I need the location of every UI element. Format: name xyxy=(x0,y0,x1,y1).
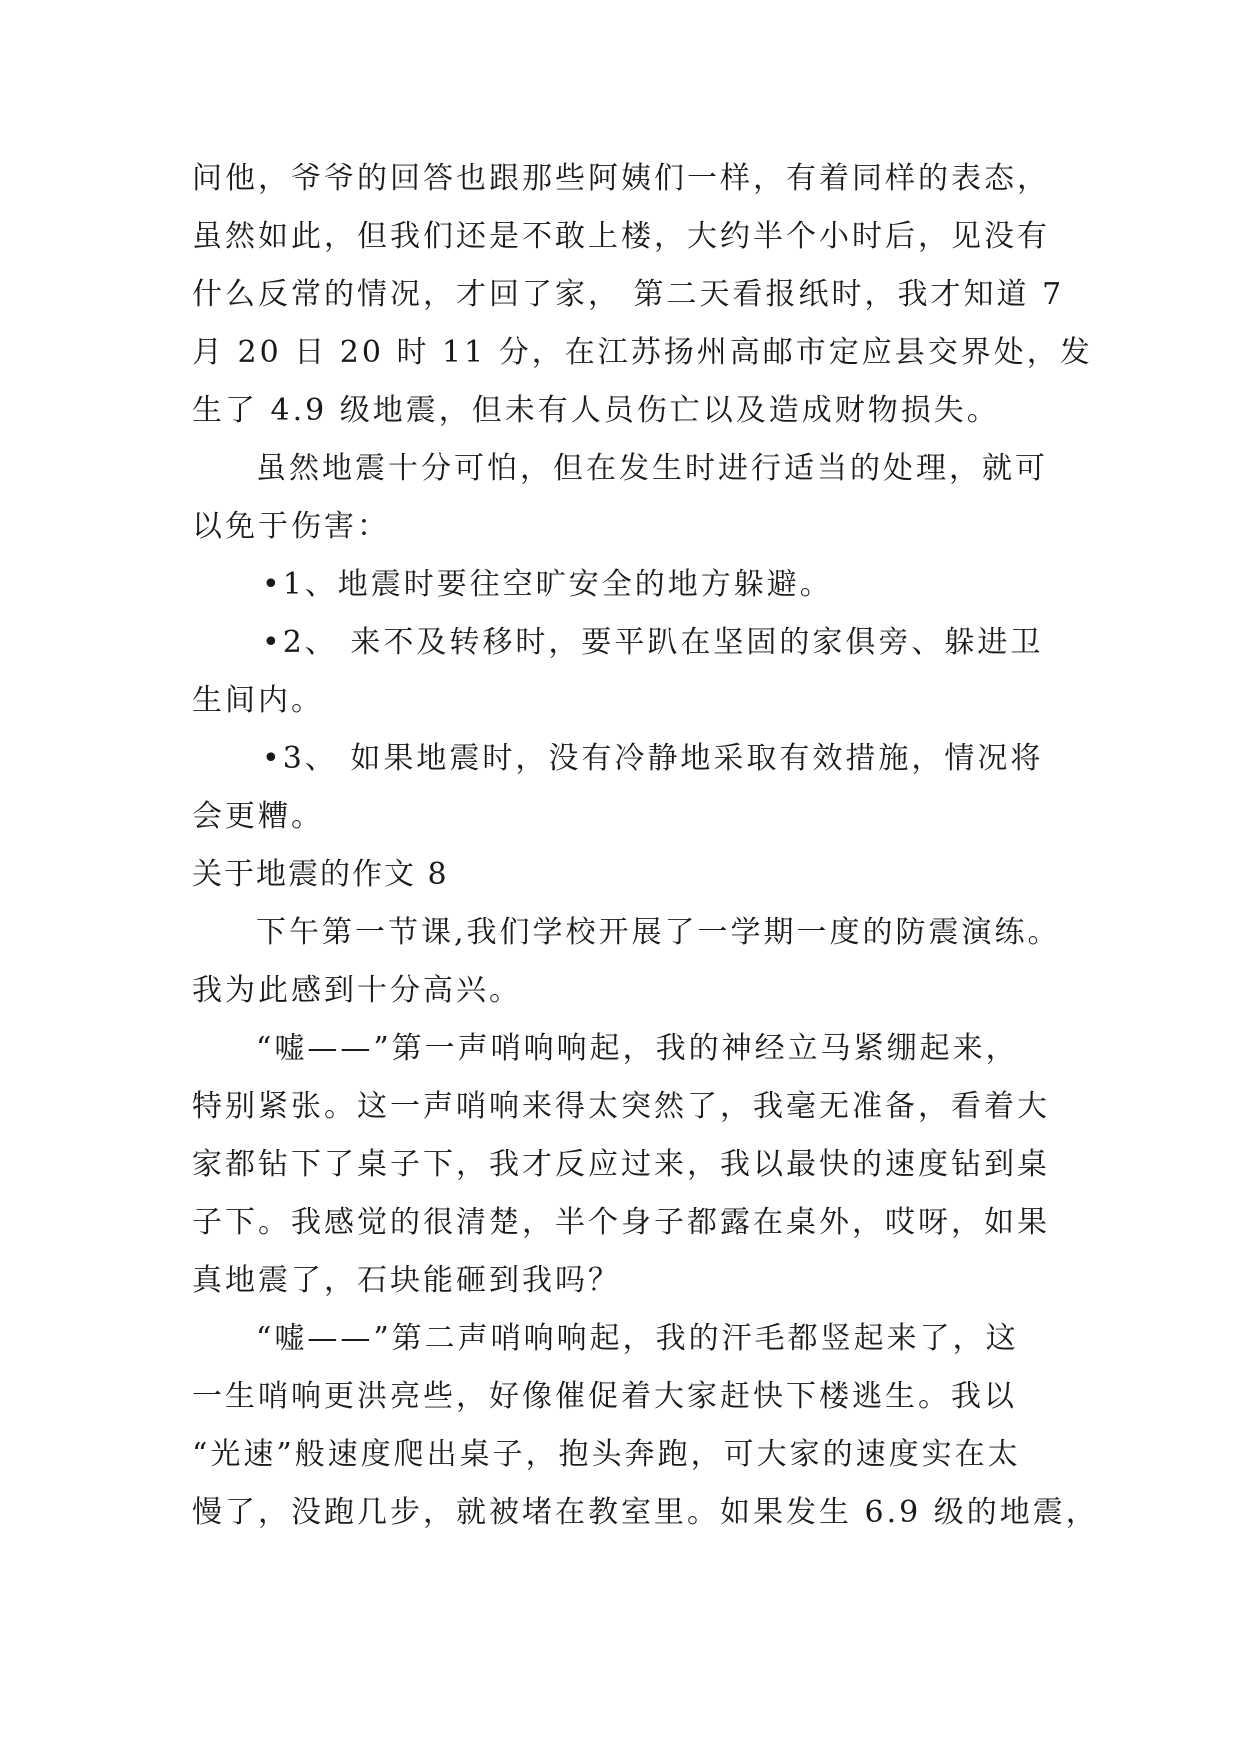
paragraph-line: “嘘——”第一声哨响响起，我的神经立马紧绷起来， xyxy=(256,1031,1019,1066)
paragraph-line: 子下。我感觉的很清楚，半个身子都露在桌外，哎呀，如果 xyxy=(192,1205,1050,1240)
list-item: •3、 如果地震时，没有冷静地采取有效措施，情况将 xyxy=(262,741,1044,776)
paragraph-line: 家都钻下了桌子下，我才反应过来，我以最快的速度钻到桌 xyxy=(192,1147,1050,1182)
list-item: •2、 来不及转移时，要平趴在坚固的家俱旁、躲进卫 xyxy=(262,625,1044,660)
paragraph-line: “嘘——”第二声哨响响起，我的汗毛都竖起来了，这 xyxy=(256,1321,1019,1356)
paragraph-line: 生了 4.9 级地震，但未有人员伤亡以及造成财物损失。 xyxy=(192,393,1000,428)
paragraph-line: 一生哨响更洪亮些，好像催促着大家赶快下楼逃生。我以 xyxy=(192,1379,1017,1414)
list-item: •1、地震时要往空旷安全的地方躲避。 xyxy=(262,567,833,602)
paragraph-line: 特别紧张。这一声哨响来得太突然了，我毫无准备，看着大 xyxy=(192,1089,1050,1124)
article-body xyxy=(192,150,1099,1542)
list-item-continuation: 生间内。 xyxy=(192,683,324,718)
list-item-continuation: 会更糟。 xyxy=(192,799,324,834)
paragraph-line: 慢了，没跑几步，就被堵在教室里。如果发生 6.9 级的地震， xyxy=(192,1495,1099,1530)
paragraph-line: 虽然地震十分可怕，但在发生时进行适当的处理，就可 xyxy=(256,451,1048,486)
paragraph-line: 什么反常的情况，才回了家， 第二天看报纸时，我才知道 7 xyxy=(192,277,1065,312)
section-heading: 关于地震的作文 8 xyxy=(192,857,449,892)
paragraph-line: 月 20 日 20 时 11 分，在江苏扬州高邮市定应县交界处，发 xyxy=(192,335,1093,370)
paragraph-line: 下午第一节课,我们学校开展了一学期一度的防震演练。 xyxy=(256,915,1061,950)
paragraph-line: 问他，爷爷的回答也跟那些阿姨们一样，有着同样的表态， xyxy=(192,161,1050,196)
paragraph-line: 我为此感到十分高兴。 xyxy=(192,973,522,1008)
paragraph-line: “光速”般速度爬出桌子，抱头奔跑，可大家的速度实在太 xyxy=(192,1437,1021,1472)
paragraph-line: 真地震了，石块能砸到我吗？ xyxy=(192,1263,621,1298)
paragraph-line: 虽然如此，但我们还是不敢上楼，大约半个小时后，见没有 xyxy=(192,219,1050,254)
paragraph-line: 以免于伤害： xyxy=(192,509,390,544)
